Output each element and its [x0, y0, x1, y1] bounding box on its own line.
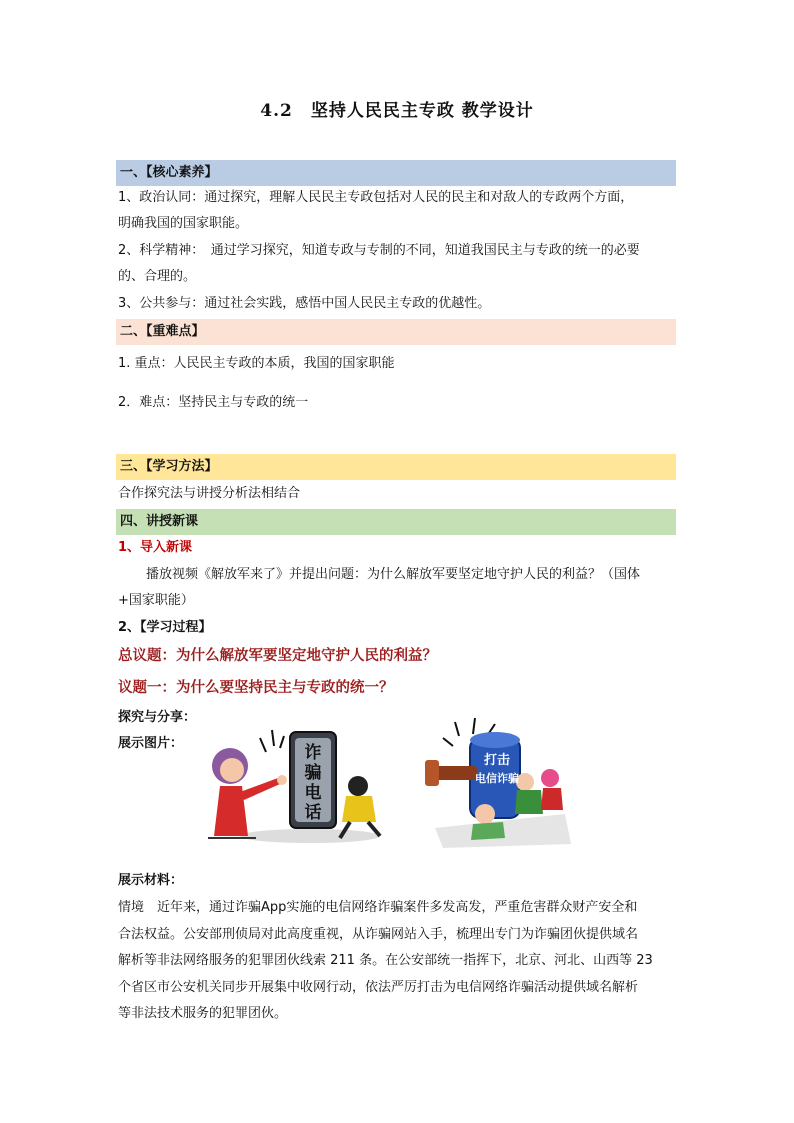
text-line: 1. 重点：人民民主专政的本质，我国的国家职能	[118, 356, 395, 371]
text-line: 情境 近年来，通过诈骗App实施的电信网络诈骗案件多发高发，严重危害群众财产安全和	[118, 900, 638, 915]
sign-char: 电	[304, 783, 322, 803]
text-line: 播放视频《解放军来了》并提出问题：为什么解放军要坚定地守护人民的利益？（国体	[146, 567, 641, 582]
text-line: 明确我国的国家职能。	[118, 216, 249, 231]
text-line: 3、公共参与：通过社会实践，感悟中国人民民主专政的优越性。	[118, 296, 491, 311]
sign-text-line: 电信诈骗	[475, 772, 519, 785]
text-line: 2．难点：坚持民主与专政的统一	[118, 395, 309, 410]
topic-one: 议题一：为什么要坚持民主与专政的统一？	[118, 680, 394, 696]
text-line: 等非法技术服务的犯罪团伙。	[118, 1006, 288, 1021]
text-line: 合作探究法与讲授分析法相结合	[118, 486, 301, 501]
text-line: 2、科学精神： 通过学习探究，知道专政与专制的不同，知道我国民主与专政的统一的必要	[118, 243, 640, 258]
illustrations	[200, 718, 580, 848]
sign-char: 话	[304, 803, 322, 823]
text-line: 解析等非法网络服务的犯罪团伙线索 211 条。在公安部统一指挥下，北京、河北、山西等 23	[118, 953, 653, 968]
text-line: 1、政治认同：通过探究，理解人民民主专政包括对人民的民主和对敌人的专政两个方面，	[118, 190, 634, 205]
sign-char: 骗	[304, 763, 322, 783]
text-line: +国家职能）	[118, 593, 194, 608]
section-header-methods: 三、【学习方法】	[116, 454, 676, 480]
show-material-label: 展示材料：	[118, 873, 184, 888]
subheading-intro: 1、导入新课	[118, 540, 193, 555]
sign-text-line: 打击	[483, 753, 511, 768]
page-title: 4.2 坚持人民民主专政 教学设计	[260, 101, 534, 121]
text-line: 的、合理的。	[118, 269, 197, 284]
show-picture-label: 展示图片：	[118, 736, 184, 751]
sign-char: 诈	[304, 743, 322, 763]
explore-label: 探究与分享：	[118, 710, 197, 725]
crackdown-illustration	[425, 718, 575, 848]
section-header-core-literacy: 一、【核心素养】	[116, 160, 676, 186]
scam-call-illustration	[200, 718, 390, 848]
text-line: 个省区市公安机关同步开展集中收网行动，依法严厉打击为电信网络诈骗活动提供域名解析	[118, 980, 639, 995]
text-line: 合法权益。公安部刑侦局对此高度重视，从诈骗网站入手，梳理出专门为诈骗团伙提供域名	[118, 927, 639, 942]
section-header-key-points: 二、【重难点】	[116, 319, 676, 345]
section-header-new-lesson: 四、讲授新课	[116, 509, 676, 535]
main-topic: 总议题：为什么解放军要坚定地守护人民的利益？	[118, 648, 437, 664]
subheading-process: 2、【学习过程】	[118, 620, 212, 635]
